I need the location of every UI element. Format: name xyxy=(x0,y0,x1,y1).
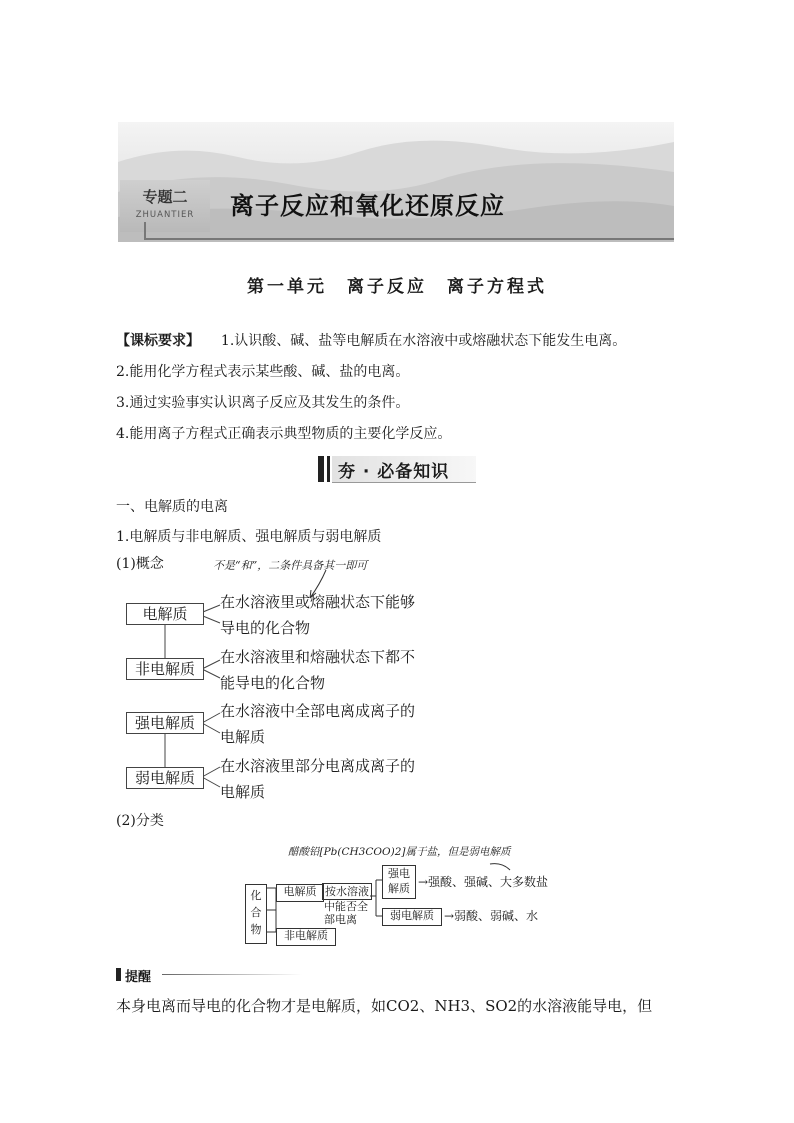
banner-divider xyxy=(144,238,674,240)
banner-divider-tick xyxy=(144,222,146,240)
term-definition: 能导电的化合物 xyxy=(220,674,326,692)
tip-text: 本身电离而导电的化合物才是电解质，如CO2、NH3、SO2的水溶液能导电，但 xyxy=(116,997,653,1015)
requirement-label: 【课标要求】 xyxy=(116,333,200,349)
section-banner-label: 夯 · 必备知识 xyxy=(338,462,450,482)
section-banner xyxy=(318,454,476,484)
requirement-item: 2.能用化学方程式表示某些酸、碱、盐的电离。 xyxy=(116,364,410,380)
tip-label: 提醒 xyxy=(125,970,152,985)
term-non-electrolyte: 非电解质 xyxy=(126,658,204,680)
criterion-line: 中能否全 xyxy=(324,900,368,913)
handwritten-note: 不是“和”，二条件具备其一即可 xyxy=(213,559,368,572)
tip-marker-icon xyxy=(116,968,121,981)
requirement-line-1 xyxy=(116,331,626,351)
badge-label: 专题二 xyxy=(142,188,188,206)
requirement-item: 3.通过实验事实认识离子反应及其发生的条件。 xyxy=(116,395,410,411)
term-definition: 在水溶液里或熔融状态下能够 xyxy=(220,593,416,611)
term-weak-electrolyte: 弱电解质 xyxy=(126,767,204,789)
diagram-note: 醋酸铅[Pb(CH3COO)2]属于盐，但是弱电解质 xyxy=(288,846,511,858)
classify-label: (2)分类 xyxy=(116,813,164,829)
requirement-item: 1.认识酸、碱、盐等电解质在水溶液中或熔融状态下能发生电离。 xyxy=(220,333,627,349)
badge-pinyin: ZHUANTIER xyxy=(135,210,195,220)
strong-examples: →强酸、强碱、大多数盐 xyxy=(418,875,549,889)
node-compound: 化合物 xyxy=(245,884,267,944)
section-heading: 一、电解质的电离 xyxy=(116,499,228,515)
criterion-line: 按水溶液 xyxy=(322,883,372,900)
term-definition: 电解质 xyxy=(220,728,266,746)
term-definition: 电解质 xyxy=(220,783,266,801)
criterion-line: 部电离 xyxy=(324,913,357,926)
term-electrolyte: 电解质 xyxy=(126,603,204,625)
concept-tree-connectors xyxy=(120,595,230,795)
criterion-text xyxy=(322,880,372,926)
node-strong-electrolyte: 强电解质 xyxy=(382,865,416,899)
node-weak-electrolyte: 弱电解质 xyxy=(382,908,442,926)
term-definition: 在水溶液中全部电离成离子的 xyxy=(220,702,416,720)
concept-label: (1)概念 xyxy=(116,556,164,572)
term-strong-electrolyte: 强电解质 xyxy=(126,712,204,734)
node-non-electrolyte: 非电解质 xyxy=(276,928,336,946)
weak-examples: →弱酸、弱碱、水 xyxy=(444,909,539,923)
term-definition: 在水溶液里和熔融状态下都不 xyxy=(220,648,416,666)
chapter-badge xyxy=(120,180,210,232)
subsection-heading: 1.电解质与非电解质、强电解质与弱电解质 xyxy=(116,529,382,545)
chapter-title: 离子反应和氧化还原反应 xyxy=(230,192,505,220)
term-definition: 导电的化合物 xyxy=(220,619,311,637)
term-definition: 在水溶液里部分电离成离子的 xyxy=(220,757,416,775)
unit-title: 第一单元 离子反应 离子方程式 xyxy=(247,277,547,297)
requirement-item: 4.能用离子方程式正确表示典型物质的主要化学反应。 xyxy=(116,426,452,442)
node-electrolyte: 电解质 xyxy=(276,884,324,902)
tip-header xyxy=(116,966,306,985)
tip-divider xyxy=(162,974,302,975)
